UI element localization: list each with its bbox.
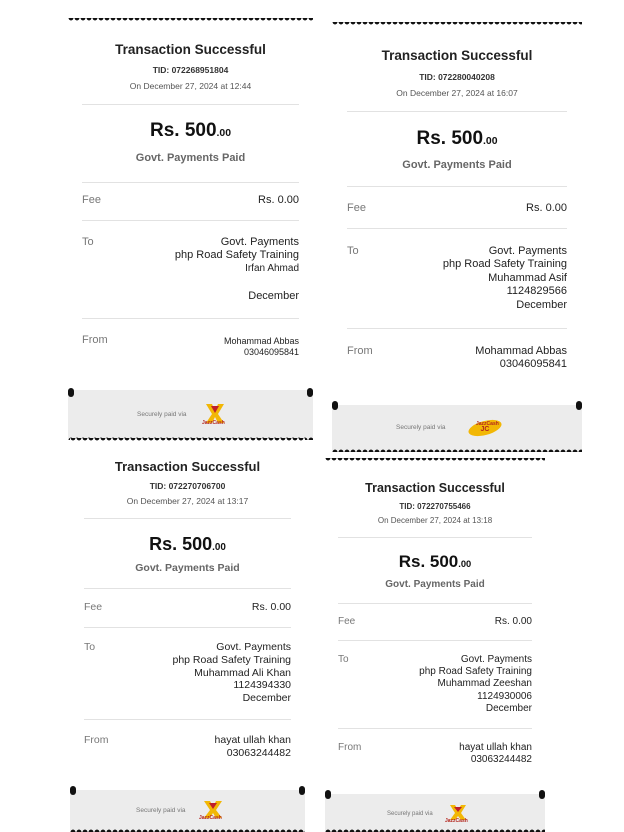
recipient-line: Irfan Ahmad bbox=[245, 262, 299, 274]
amount-cents: .00 bbox=[212, 542, 226, 553]
payment-status: Govt. Payments Paid bbox=[135, 562, 240, 574]
sender-line: 03063244482 bbox=[226, 746, 291, 759]
amount-cents: .00 bbox=[216, 128, 232, 139]
receipt-4 bbox=[325, 458, 545, 832]
transaction-id: TID: 072280040208 bbox=[419, 72, 495, 82]
brand-name: JazzCash bbox=[476, 421, 499, 427]
sender-line: hayat ullah khan bbox=[459, 742, 532, 753]
amount-main: Rs. 500 bbox=[149, 534, 213, 554]
recipient-details bbox=[175, 236, 299, 303]
brand-name: JazzCash bbox=[445, 818, 468, 824]
receipt-title: Transaction Successful bbox=[115, 42, 266, 57]
transaction-date: On December 27, 2024 at 13:18 bbox=[377, 516, 493, 525]
transaction-date: On December 27, 2024 at 12:44 bbox=[129, 81, 252, 91]
transaction-id: TID: 072270706700 bbox=[149, 481, 226, 491]
divider bbox=[82, 318, 299, 319]
payment-status: Govt. Payments Paid bbox=[402, 159, 512, 171]
recipient-line: php Road Safety Training bbox=[419, 666, 532, 678]
from-label: From bbox=[84, 734, 109, 746]
recipient-line: 1124829566 bbox=[506, 285, 567, 298]
brand-name: JazzCash bbox=[202, 420, 225, 426]
receipt-top-edge bbox=[325, 458, 545, 464]
sender-details bbox=[215, 734, 291, 760]
recipient-line: December bbox=[516, 298, 567, 311]
secure-text: Securely paid via bbox=[387, 811, 433, 817]
receipt-title: Transaction Successful bbox=[381, 48, 533, 63]
recipient-line: Govt. Payments bbox=[460, 654, 532, 665]
recipient-line: Govt. Payments bbox=[220, 236, 299, 248]
fee-label: Fee bbox=[338, 616, 356, 627]
to-label: To bbox=[338, 654, 349, 665]
recipient-line: 1124930006 bbox=[477, 690, 532, 702]
transaction-id: TID: 072270755466 bbox=[399, 502, 471, 511]
receipt-bottom-edge bbox=[325, 826, 545, 832]
payment-status: Govt. Payments Paid bbox=[385, 579, 485, 590]
punch-hole-right bbox=[576, 401, 582, 410]
divider bbox=[338, 537, 532, 538]
sender-line: 03046095841 bbox=[243, 346, 299, 357]
divider bbox=[338, 603, 532, 604]
recipient-details bbox=[443, 245, 567, 312]
sender-line: Mohammad Abbas bbox=[475, 345, 567, 357]
fee-label: Fee bbox=[347, 202, 366, 214]
receipt-footer bbox=[68, 390, 313, 440]
sender-line: 03046095841 bbox=[499, 358, 567, 371]
to-label: To bbox=[84, 641, 96, 653]
sender-line: 03063244482 bbox=[470, 754, 532, 766]
divider bbox=[347, 111, 567, 112]
amount bbox=[325, 552, 545, 572]
divider bbox=[84, 518, 291, 519]
punch-hole-left bbox=[332, 401, 338, 410]
divider bbox=[338, 728, 532, 729]
punch-hole-right bbox=[299, 786, 305, 795]
recipient-details bbox=[173, 641, 292, 705]
transaction-date: On December 27, 2024 at 16:07 bbox=[396, 88, 518, 98]
secure-text: Securely paid via bbox=[396, 424, 446, 431]
receipt-bottom-edge bbox=[332, 446, 582, 452]
receipt-top-edge bbox=[68, 18, 313, 24]
divider bbox=[82, 182, 299, 183]
fee-label: Fee bbox=[82, 194, 101, 206]
recipient-line: php Road Safety Training bbox=[442, 258, 567, 271]
from-label: From bbox=[347, 345, 373, 357]
svg-text:JC: JC bbox=[480, 426, 490, 433]
receipt-1 bbox=[68, 18, 313, 440]
receipt-top-edge bbox=[70, 438, 305, 444]
fee-value: Rs. 0.00 bbox=[258, 194, 299, 206]
secure-text: Securely paid via bbox=[137, 411, 187, 418]
receipt-3 bbox=[70, 438, 305, 832]
punch-hole-right bbox=[539, 790, 545, 799]
recipient-line: Muhammad Zeeshan bbox=[437, 678, 532, 690]
recipient-line: Govt. Payments bbox=[216, 641, 291, 653]
fee-label: Fee bbox=[84, 601, 103, 613]
sender-details bbox=[459, 742, 532, 766]
from-label: From bbox=[338, 742, 362, 753]
divider bbox=[338, 640, 532, 641]
sender-details bbox=[475, 345, 567, 372]
receipt-2 bbox=[332, 22, 582, 452]
sender-details bbox=[224, 336, 299, 358]
recipient-line: php Road Safety Training bbox=[174, 249, 299, 262]
payment-status: Govt. Payments Paid bbox=[135, 152, 246, 164]
recipient-line: Muhammad Asif bbox=[488, 271, 567, 284]
receipt-footer bbox=[332, 405, 582, 452]
recipient-line: December bbox=[485, 702, 532, 714]
recipient-line: Govt. Payments bbox=[488, 245, 567, 257]
punch-hole-right bbox=[307, 388, 313, 397]
amount bbox=[332, 128, 582, 150]
receipt-top-edge bbox=[332, 22, 582, 28]
divider bbox=[84, 627, 291, 628]
divider bbox=[82, 220, 299, 221]
recipient-line: 1124394330 bbox=[233, 679, 291, 692]
amount-main: Rs. 500 bbox=[416, 128, 484, 149]
brand-name: JazzCash bbox=[199, 815, 222, 821]
to-label: To bbox=[82, 236, 94, 248]
transaction-date: On December 27, 2024 at 13:17 bbox=[126, 496, 249, 506]
amount-main: Rs. 500 bbox=[398, 552, 459, 571]
divider bbox=[84, 588, 291, 589]
fee-value: Rs. 0.00 bbox=[494, 616, 532, 627]
recipient-line: December bbox=[242, 692, 291, 705]
amount bbox=[70, 534, 305, 555]
divider bbox=[84, 719, 291, 720]
amount-main: Rs. 500 bbox=[149, 120, 217, 141]
recipient-line bbox=[175, 275, 299, 290]
recipient-line: Muhammad Ali Khan bbox=[194, 666, 291, 679]
sender-line: hayat ullah khan bbox=[214, 734, 291, 746]
divider bbox=[82, 104, 299, 105]
receipt-title: Transaction Successful bbox=[114, 459, 261, 474]
to-label: To bbox=[347, 245, 359, 257]
divider bbox=[347, 186, 567, 187]
divider bbox=[347, 328, 567, 329]
punch-hole-left bbox=[68, 388, 74, 397]
transaction-id: TID: 072268951804 bbox=[152, 65, 229, 75]
amount-cents: .00 bbox=[483, 136, 498, 147]
punch-hole-left bbox=[70, 786, 76, 795]
receipt-title: Transaction Successful bbox=[365, 481, 505, 495]
amount bbox=[68, 120, 313, 142]
divider bbox=[347, 228, 567, 229]
sender-line: Mohammad Abbas bbox=[223, 336, 299, 346]
recipient-line: December bbox=[248, 290, 299, 302]
recipient-line: php Road Safety Training bbox=[172, 653, 291, 666]
secure-text: Securely paid via bbox=[136, 807, 186, 814]
fee-value: Rs. 0.00 bbox=[251, 601, 291, 613]
fee-value: Rs. 0.00 bbox=[526, 202, 567, 214]
recipient-details bbox=[419, 654, 532, 715]
from-label: From bbox=[82, 334, 108, 346]
punch-hole-left bbox=[325, 790, 331, 799]
receipt-bottom-edge bbox=[70, 826, 305, 832]
amount-cents: .00 bbox=[458, 559, 472, 569]
